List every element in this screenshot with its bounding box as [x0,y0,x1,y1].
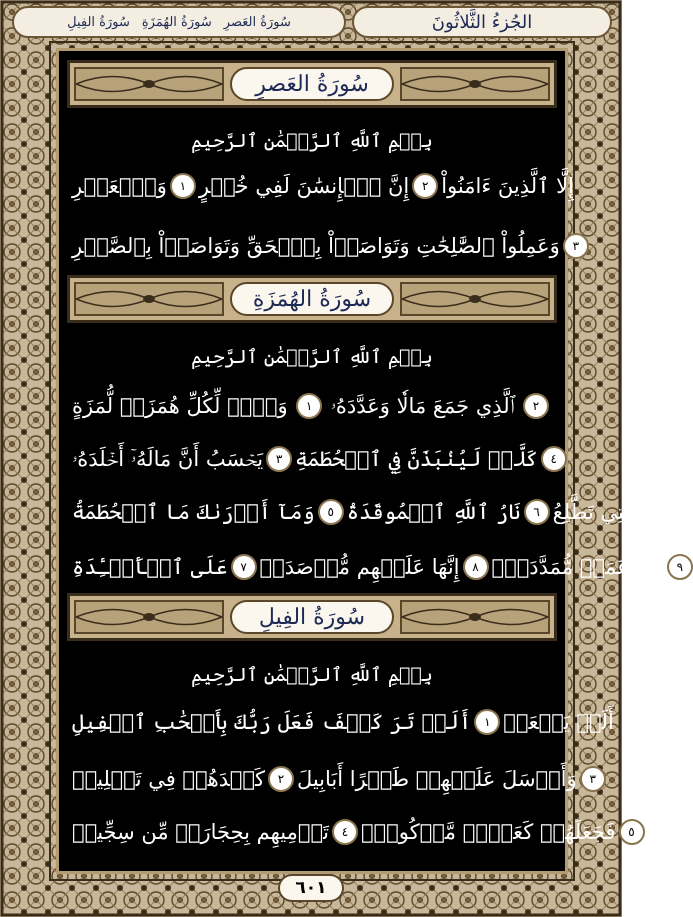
ayah-number-marker: ١ [296,393,322,419]
ayah-number-marker: ٥ [318,499,344,525]
verse-text: فَجَعَلَهُمۡ كَعَصۡفٖ مَّأۡكُولِۭ [360,820,616,844]
verse-text: إِنَّ ٱلۡإِنسَٰنَ لَفِي خُسۡرٍ [198,174,410,198]
verse-text: وَأَرۡسَلَ عَلَيۡهِمۡ طَيۡرًا أَبَابِيلَ [296,767,577,791]
verse-text: نَارُ ٱللَّهِ ٱلۡمُوقَدَةُ [346,500,521,524]
ayah-number-marker: ٢ [268,766,294,792]
verse-text: وَمَآ أَدۡرَىٰكَ مَا ٱلۡحُطَمَةُ [72,500,315,524]
verse-line [72,437,557,481]
verse-text: كَلَّاۖ لَيُنۢبَذَنَّ فِي ٱلۡحُطَمَةِ [295,447,538,471]
surah-title-banner [67,60,557,108]
verse-text: تَرۡمِيهِم بِحِجَارَةٖ مِّن سِجِّيلٖ [72,820,329,844]
ayah-number-marker: ٥ [619,819,645,845]
ayah-number-marker: ٣ [580,766,606,792]
banner-ornament [74,282,224,316]
verse-line [72,224,580,268]
verse-text: فِي عَمَدٖ مُّمَدَّدَةِۭ [491,555,664,579]
ayah-number-marker: ٩ [667,554,693,580]
ayah-number-marker: ٤ [332,819,358,845]
page-number: ٦٠١ [278,874,344,902]
surah-title: سُورَةُ الفِيلِ [230,600,394,634]
juz-label: الجُزءُ الثَّلاثُونَ [431,11,533,33]
verse-text: عَلَى ٱلۡأَفۡـِٔدَةِ [72,555,228,579]
verse-line [72,545,684,589]
header-surah-name: سُورَةُ الهُمَزَةِ [141,14,212,30]
surah-title-banner [67,593,557,641]
verse-text: وَيۡلٞ لِّكُلِّ هُمَزَةٖ لُّمَزَةٍ [72,394,288,418]
verse-text: وَٱلۡعَصۡرِ [72,174,167,198]
verse-text: ٱلَّتِي تَطَّلِعُ [552,500,644,524]
verse-line [72,490,644,534]
header-surah-name: سُورَةُ الفِيلِ [67,14,130,30]
basmala: بِسۡمِ ٱللَّهِ ٱلرَّحۡمَٰنِ ٱلرَّحِيمِ [191,664,433,686]
banner-ornament [400,67,550,101]
ayah-number-marker: ١ [170,173,196,199]
ayah-number-marker: ٣ [266,446,292,472]
verse-text: كَيۡدَهُمۡ فِي تَضۡلِيلٖ [72,767,265,791]
verse-text: يَحۡسَبُ أَنَّ مَالَهُۥٓ أَخۡلَدَهُۥ [72,447,264,471]
surah-title-banner [67,275,557,323]
juz-header [352,6,612,38]
ayah-number-marker: ٦ [524,499,550,525]
verse-text: إِنَّهَا عَلَيۡهِم مُّؤۡصَدَةٞ [259,555,460,579]
verse-line [72,384,552,428]
verse-line [72,757,596,801]
banner-ornament [74,67,224,101]
verse-text: أَلَمۡ تَرَ كَيۡفَ فَعَلَ رَبُّكَ بِأَصۡحَٰبِ ٱلۡفِيلِ [72,710,472,734]
verse-line [72,700,614,744]
banner-ornament [400,282,550,316]
banner-ornament [74,600,224,634]
verse-text: أَلَمۡ يَجۡعَلۡ [503,710,614,734]
header-surah-name: سُورَةُ العَصرِ [223,14,291,30]
ayah-number-marker: ٧ [231,554,257,580]
verse-line [72,164,574,208]
verse-text: وَعَمِلُواْ ٱلصَّٰلِحَٰتِ وَتَوَاصَوۡاْ بِٱلۡحَقِّ وَتَوَاصَوۡاْ بِٱلصَّبۡرِ [72,234,560,258]
basmala: بِسۡمِ ٱللَّهِ ٱلرَّحۡمَٰنِ ٱلرَّحِيمِ [191,130,433,152]
ayah-number-marker: ٤ [541,446,567,472]
ayah-number-marker: ٢ [523,393,549,419]
basmala: بِسۡمِ ٱللَّهِ ٱلرَّحۡمَٰنِ ٱلرَّحِيمِ [191,346,433,368]
surah-title: سُورَةُ العَصرِ [230,67,394,101]
ayah-number-marker: ١ [474,709,500,735]
surah-title: سُورَةُ الهُمَزَةِ [230,282,394,316]
verse-text: ٱلَّذِي جَمَعَ مَالٗا وَعَدَّدَهُۥ [330,394,515,418]
ayah-number-marker: ٣ [563,233,589,259]
banner-ornament [400,600,550,634]
verse-text: إِلَّا ٱلَّذِينَ ءَامَنُواْ [441,174,574,198]
ayah-number-marker: ٨ [463,554,489,580]
ayah-number-marker: ٢ [412,173,438,199]
verse-line [72,810,635,854]
surah-list-header [12,6,346,38]
